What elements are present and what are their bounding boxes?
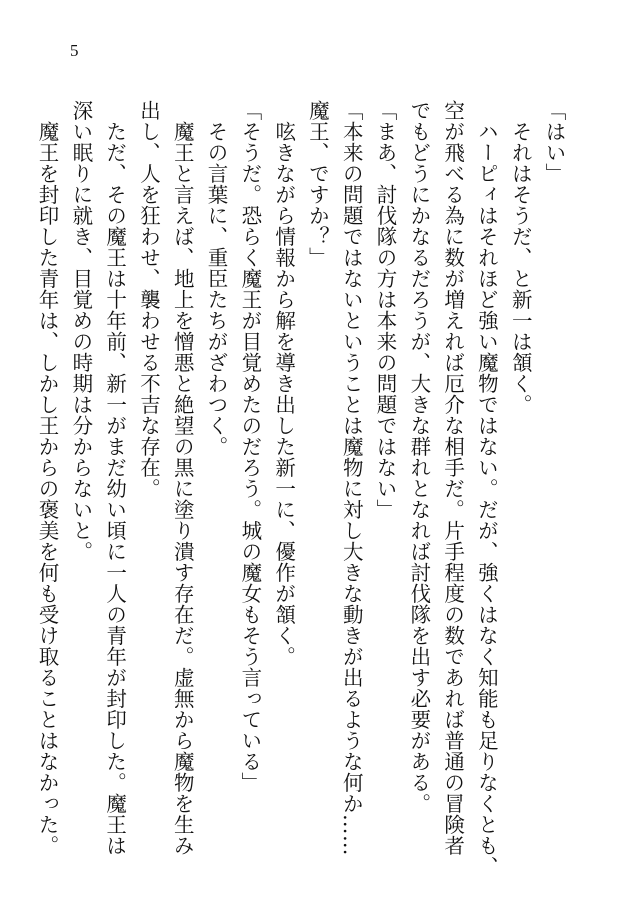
- page-number: 5: [70, 41, 79, 60]
- text-column: 「はい」: [542, 100, 566, 184]
- text-column: 魔王、ですか？」: [305, 100, 330, 268]
- text-column: 出し、人を狂わせ、襲わせる不吉な存在。: [136, 100, 161, 499]
- text-column: 「そうだ。恐らく魔王が目覚めたのだろう。城の魔女もそう言っている」: [237, 100, 262, 793]
- text-column: 魔王と言えば、地上を憎悪と絶望の黒に塗り潰す存在だ。虚無から魔物を生み: [170, 100, 195, 856]
- text-column: 空が飛べる為に数が増えれば厄介な相手だ。片手程度の数であれば普通の冒険者: [440, 100, 465, 856]
- text-column: その言葉に、重臣たちがざわつく。: [204, 100, 229, 457]
- novel-text-block: [35, 100, 570, 877]
- text-column: 呟きながら情報から解を導き出した新一に、優作が頷く。: [271, 100, 296, 667]
- text-column: 魔王を封印した青年は、しかし王からの褒美を何も受け取ることはなかった。: [35, 100, 60, 856]
- text-column: 深い眠りに就き、目覚めの時期は分からないと。: [68, 100, 93, 562]
- text-column: ハーピィはそれほど強い魔物ではない。だが、強くはなく知能も足りなくとも、: [474, 100, 499, 877]
- text-column: それはそうだ、と新一は頷く。: [508, 100, 533, 415]
- text-column: ただ、その魔王は十年前、新一がまだ幼い頃に一人の青年が封印した。魔王は: [102, 100, 127, 856]
- text-column: 「本来の問題ではないということは魔物に対し大きな動きが出るような何か……: [339, 100, 364, 856]
- text-column: でもどうにかなるだろうが、大きな群れとなれば討伐隊を出す必要がある。: [406, 100, 431, 814]
- text-column: 「まあ、討伐隊の方は本来の問題ではない」: [373, 100, 398, 520]
